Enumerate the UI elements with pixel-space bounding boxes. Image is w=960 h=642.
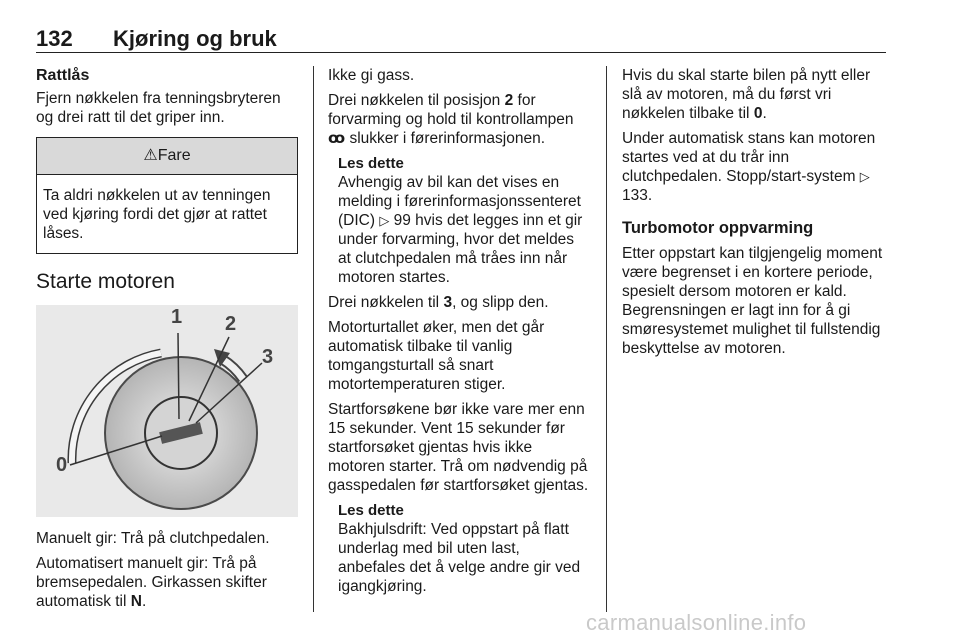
text-span: Drei nøkkelen til posisjon — [328, 92, 505, 109]
bold-span: 3 — [443, 294, 453, 311]
paragraph-automatisk-stans — [622, 129, 892, 205]
note-heading: Les dette — [338, 155, 404, 172]
text-span: Avhengig av bil kan det vises en melding i førerinformasjonssenteret (DIC) — [338, 174, 581, 229]
text-span: Drei nøkkelen til — [328, 294, 444, 311]
text-span: slukker i førerinformasjonen. — [345, 130, 545, 147]
text-span: . — [141, 593, 147, 610]
page-header — [36, 24, 886, 53]
position-label-1: 1 — [171, 306, 183, 328]
paragraph-startforsok: Startforsøkene bør ikke vare mer enn 15 sekunder. Vent 15 sekunder før startforsøket gjentas hvis ikke motoren starter. Trå om nødvendig på gasspedalen før startforsøket gjentas. — [328, 401, 589, 494]
column-2 — [328, 66, 590, 602]
warning-title — [37, 138, 297, 175]
chapter-title: Kjøring og bruk — [113, 26, 277, 51]
text-span: Under automatisk stans kan motoren startes ved at du trår inn clutchpedalen. Stopp/start-system — [622, 130, 876, 185]
note-2 — [338, 501, 590, 596]
bold-span: N — [130, 593, 142, 610]
paragraph-start-pa-nytt — [622, 66, 892, 123]
paragraph-manuelt-gir: Manuelt gir: Trå på clutchpedalen. — [36, 530, 270, 547]
glow-plug-icon: ꝏ — [328, 130, 346, 147]
warning-body: Ta aldri nøkkelen ut av tenningen ved kjøring fordi det gjør at rattet låses. — [43, 187, 271, 242]
text-span: 133. — [622, 187, 653, 204]
text-span: Automatisert manuelt gir: Trå på bremsepedalen. Girkassen skifter automatisk til — [36, 555, 267, 610]
column-divider-2 — [606, 66, 607, 612]
paragraph-automatisert-gir — [36, 554, 298, 611]
text-span: . — [762, 105, 767, 122]
warning-box — [36, 137, 298, 254]
warning-title-text: Fare — [157, 147, 191, 164]
heading-starte-motoren: Starte motoren — [36, 270, 175, 293]
bold-span: 0 — [753, 105, 763, 122]
note-body: Bakhjulsdrift: Ved oppstart på flatt underlag med bil uten last, anbefales det å velge andre gir ved igangkjøring. — [338, 521, 581, 595]
paragraph-turtall: Motorturtallet øker, men det går automatisk tilbake til vanlig tomgangsturtall så snart motortemperaturen stiger. — [328, 319, 545, 393]
ignition-figure — [36, 305, 298, 517]
column-1 — [36, 66, 298, 617]
text-span: Hvis du skal starte bilen på nytt eller slå av motoren, må du først vri nøkkelen tilbake til — [622, 67, 871, 122]
paragraph-rattlas: Fjern nøkkelen fra tenningsbryteren og drei ratt til det griper inn. — [36, 90, 281, 126]
position-label-3: 3 — [262, 346, 274, 368]
warning-triangle-icon: ⚠ — [143, 147, 158, 164]
paragraph-forvarming — [328, 91, 590, 148]
watermark: carmanualsonline.info — [586, 610, 807, 635]
heading-rattlas: Rattlås — [36, 67, 90, 84]
note-body — [338, 173, 590, 287]
text-span: for forvarming og hold til kontrollampen — [328, 92, 574, 128]
column-3 — [622, 66, 892, 364]
note-1 — [338, 154, 590, 287]
pointer-line-1 — [178, 333, 179, 419]
text-span: 99 hvis det legges inn et gir under forvarming, hvor det meldes at clutchpedalen må tråes inn når motoren startes. — [338, 212, 583, 286]
paragraph-turbomotor: Etter oppstart kan tilgjengelig moment være begrenset i en kortere periode, spesielt dersom motoren er kald. Begrensningen er lagt inn for å gi smøresystemet mulighet til fullstendig beskyttelse av motoren. — [622, 245, 883, 357]
position-label-0: 0 — [56, 454, 68, 476]
ignition-switch-illustration — [36, 305, 298, 517]
heading-turbomotor: Turbomotor oppvarming — [622, 219, 814, 237]
note-heading: Les dette — [338, 502, 404, 519]
page-reference-icon: ▷ — [859, 169, 870, 184]
text-span: , og slipp den. — [452, 294, 549, 311]
bold-span: 2 — [504, 92, 514, 109]
paragraph-ikke-gass: Ikke gi gass. — [328, 67, 415, 84]
column-divider-1 — [313, 66, 314, 612]
page-reference-icon: ▷ — [379, 213, 390, 228]
page-number: 132 — [36, 26, 73, 51]
paragraph-drei-3 — [328, 293, 590, 312]
position-label-2: 2 — [225, 313, 237, 335]
